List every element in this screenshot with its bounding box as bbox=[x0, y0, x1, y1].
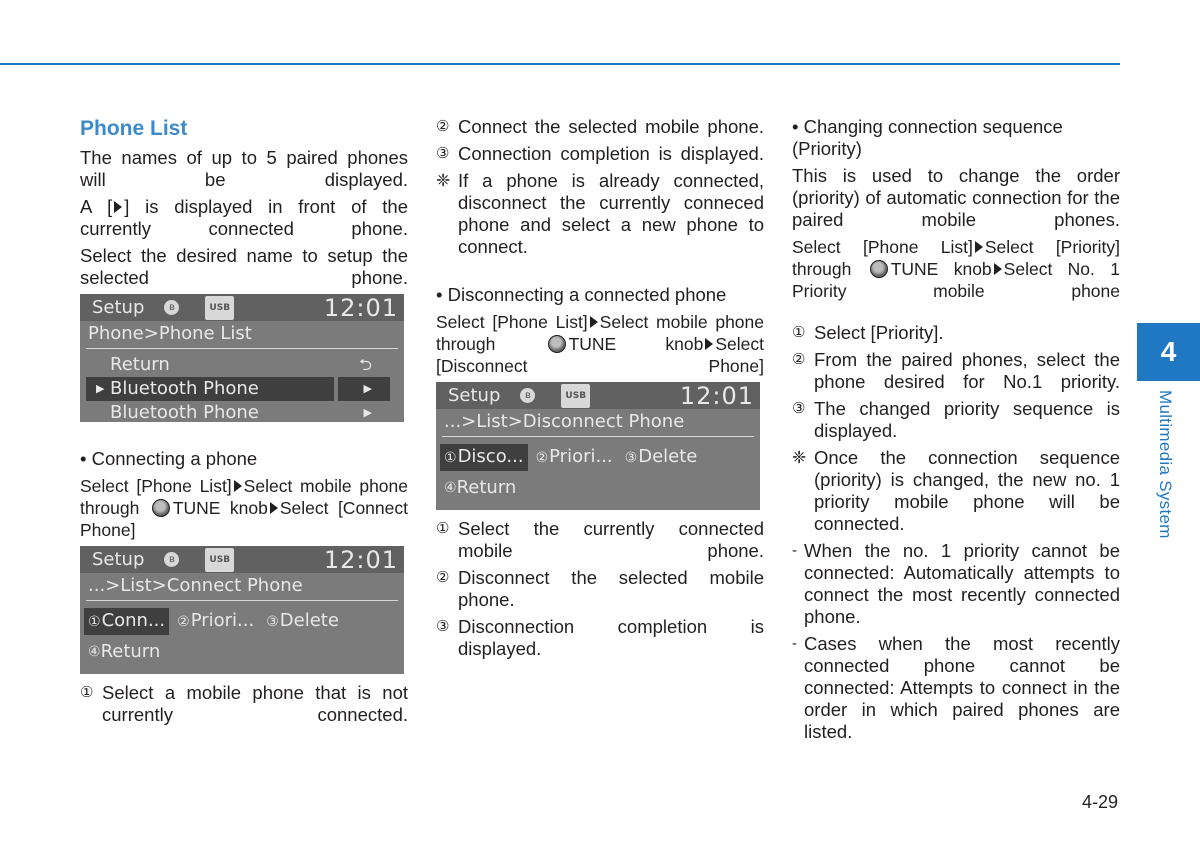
chapter-tab: 4 bbox=[1137, 323, 1200, 381]
chevron-right-icon: ▶ bbox=[363, 382, 372, 395]
lcd-screen-connect bbox=[80, 546, 404, 674]
menu-item-delete: ③Delete bbox=[624, 445, 698, 467]
column-2 bbox=[436, 116, 764, 665]
chapter-title: Multimedia System bbox=[1156, 390, 1175, 539]
menu-item-connect: ①Conn... bbox=[84, 608, 169, 635]
page-number: 4-29 bbox=[1081, 792, 1118, 812]
column-3 bbox=[792, 116, 1120, 748]
top-rule bbox=[0, 63, 1120, 65]
bluetooth-icon: ʙ bbox=[164, 300, 179, 315]
paragraph: A [ ] is displayed in front of the currently connected phone. bbox=[80, 196, 408, 239]
arrow-icon bbox=[234, 480, 242, 492]
bluetooth-icon: ʙ bbox=[164, 552, 179, 567]
play-arrow-icon bbox=[114, 201, 122, 213]
note-item: ❈ If a phone is already connected, disconnect the currently conneced phone and select a new phone to connect. bbox=[436, 170, 764, 257]
arrow-icon bbox=[975, 241, 983, 253]
lcd-screen-phone-list bbox=[80, 294, 404, 422]
play-arrow-icon: ▶ bbox=[96, 382, 105, 395]
step-item: ② Disconnect the selected mobile phone. bbox=[436, 567, 764, 610]
setup-label: Setup bbox=[92, 548, 145, 570]
breadcrumb: ...>List>Disconnect Phone bbox=[444, 411, 685, 432]
chevron-right-icon: ▶ bbox=[363, 406, 372, 419]
setup-label: Setup bbox=[92, 296, 145, 318]
menu-item-disconnect: ①Disco... bbox=[440, 444, 528, 471]
menu-item-return: ④ Return bbox=[88, 641, 161, 662]
clock: 12:01 bbox=[323, 546, 398, 574]
return-icon: ⮌ bbox=[359, 355, 372, 374]
step-item: ① Select a mobile phone that is not currently connected. bbox=[80, 682, 408, 725]
tune-knob-icon bbox=[548, 335, 566, 353]
arrow-icon bbox=[590, 316, 598, 328]
menu-item-priority: ②Priori... bbox=[535, 445, 613, 467]
list-item-selected: ▶ Bluetooth Phone ▶ bbox=[80, 377, 404, 401]
setup-label: Setup bbox=[448, 384, 501, 406]
breadcrumb: Phone>Phone List bbox=[88, 323, 252, 344]
status-bar bbox=[80, 294, 404, 321]
step-item: ③ The changed priority sequence is displayed. bbox=[792, 398, 1120, 441]
menu-item-priority: ②Priori... bbox=[177, 609, 255, 631]
list-item-return: Return ⮌ bbox=[110, 354, 372, 375]
menu-row bbox=[80, 605, 404, 637]
section-heading: Phone List bbox=[80, 117, 188, 140]
clock: 12:01 bbox=[323, 294, 398, 322]
paragraph: Select the desired name to setup the selected phone. bbox=[80, 245, 408, 288]
bluetooth-icon: ʙ bbox=[520, 388, 535, 403]
menu-path: Select [Phone List] Select mobile phone through TUNE knob Select [Connect Phone] bbox=[80, 476, 408, 540]
tune-knob-icon bbox=[152, 499, 170, 517]
menu-item-delete: ③Delete bbox=[266, 609, 339, 631]
status-bar bbox=[436, 382, 760, 409]
status-bar bbox=[80, 546, 404, 573]
menu-row bbox=[436, 441, 760, 473]
note-item: ❈ Once the connection sequence (priority) is changed, the new no. 1 priority mobile phone will be connected. bbox=[792, 447, 1120, 534]
paragraph: The names of up to 5 paired phones will be displayed. bbox=[80, 147, 408, 190]
dash-item: - Cases when the most recently connected phone cannot be connected: Attempts to connect in the order in which paired phones are listed. bbox=[792, 633, 1120, 742]
subheading: • Changing connection sequence (Priority) bbox=[792, 116, 1063, 159]
step-item: ③ Disconnection completion is displayed. bbox=[436, 616, 764, 659]
list-item: Bluetooth Phone ▶ bbox=[110, 402, 372, 422]
step-item: ① Select the currently connected mobile phone. bbox=[436, 518, 764, 561]
divider bbox=[86, 348, 398, 349]
step-item: ③ Connection completion is displayed. bbox=[436, 143, 764, 164]
column-1 bbox=[80, 116, 408, 731]
clock: 12:01 bbox=[679, 382, 754, 410]
usb-badge: USB bbox=[561, 384, 590, 408]
menu-path: Select [Phone List] Select mobile phone through TUNE knob Select [Disconnect Phone] bbox=[436, 312, 764, 376]
tune-knob-icon bbox=[870, 260, 888, 278]
subheading: • Disconnecting a connected phone bbox=[436, 284, 727, 305]
divider bbox=[86, 600, 398, 601]
subheading: • Connecting a phone bbox=[80, 448, 258, 469]
arrow-icon bbox=[994, 263, 1002, 275]
arrow-icon bbox=[270, 502, 278, 514]
menu-item-return: ④ Return bbox=[444, 477, 517, 498]
step-item: ② Connect the selected mobile phone. bbox=[436, 116, 764, 137]
usb-badge: USB bbox=[205, 548, 234, 572]
lcd-screen-disconnect bbox=[436, 382, 760, 510]
step-item: ① Select [Priority]. bbox=[792, 322, 944, 343]
step-item: ② From the paired phones, select the phone desired for No.1 priority. bbox=[792, 349, 1120, 392]
dash-item: - When the no. 1 priority cannot be connected: Automatically attempts to connect the most recently connected phone. bbox=[792, 540, 1120, 627]
usb-badge: USB bbox=[205, 296, 234, 320]
breadcrumb: ...>List>Connect Phone bbox=[88, 575, 303, 596]
arrow-icon bbox=[705, 338, 713, 350]
paragraph: This is used to change the order (priority) of automatic connection for the paired mobile phones. bbox=[792, 165, 1120, 230]
divider bbox=[442, 436, 754, 437]
menu-path: Select [Phone List] Select [Priority] through TUNE knob Select No. 1 Priority mobile phone bbox=[792, 237, 1120, 301]
